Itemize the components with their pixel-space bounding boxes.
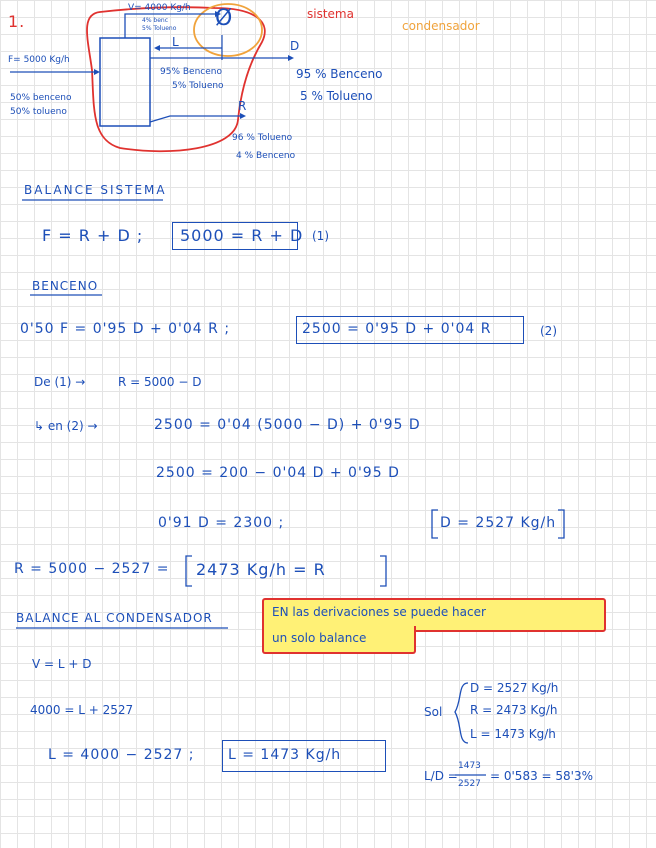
- r-result: 2473 Kg/h = R: [196, 560, 326, 579]
- distillate-benzene: 95 % Benceno: [296, 67, 383, 81]
- solution-label: Sol: [424, 705, 443, 719]
- residue-benzene: 4 % Benceno: [236, 151, 296, 161]
- solution-brace: [455, 683, 468, 743]
- note-line-2: un solo balance: [272, 631, 367, 645]
- ratio-numerator: 1473: [458, 761, 481, 771]
- substitution-2: 2500 = 200 − 0'04 D + 0'95 D: [156, 465, 400, 481]
- solution-l: L = 1473 Kg/h: [470, 727, 556, 741]
- substitution-1: 2500 = 0'04 (5000 − D) + 0'95 D: [154, 417, 421, 433]
- label-condenser: condensador: [402, 19, 480, 33]
- v-equation: V = L + D: [32, 657, 92, 671]
- residue-toluene: 96 % Tolueno: [232, 133, 293, 143]
- vapor-flow: V= 4000 Kg/h: [128, 3, 191, 13]
- vapor-comp-t: 5% Tolueno: [142, 25, 177, 32]
- top-toluene: 5% Tolueno: [172, 81, 224, 91]
- heading-benzene: BENCENO: [32, 279, 99, 293]
- solution-d: D = 2527 Kg/h: [470, 681, 559, 695]
- residue-label: R: [238, 99, 247, 113]
- heading-balance-system: BALANCE SISTEMA: [24, 183, 167, 197]
- reflux-label: L: [172, 35, 179, 49]
- l-calculation: L = 4000 − 2527 ;: [48, 747, 195, 763]
- feed-benzene: 50% benceno: [10, 93, 72, 103]
- top-benzene: 95% Benceno: [160, 67, 222, 77]
- into-eq2: ↳ en (2) →: [34, 419, 98, 433]
- eq1-tag: (1): [312, 229, 329, 243]
- eq-global-boxed: 5000 = R + D: [180, 226, 304, 245]
- eq-benzene: 0'50 F = 0'95 D + 0'04 R ;: [20, 321, 231, 337]
- distillate-toluene: 5 % Tolueno: [300, 89, 373, 103]
- ratio-denominator: 2527: [458, 779, 481, 789]
- condenser-icon: Ø: [215, 6, 233, 31]
- eq2-tag: (2): [540, 324, 557, 338]
- r-line: R = 5000 − 2527 =: [14, 561, 170, 577]
- eq-benzene-boxed: 2500 = 0'95 D + 0'04 R: [302, 321, 492, 337]
- ratio-result: = 0'583 = 58'3%: [490, 769, 593, 783]
- ratio-lhs: L/D =: [424, 769, 458, 783]
- label-system: sistema: [307, 7, 354, 21]
- problem-number: 1.: [8, 12, 26, 31]
- vapor-comp-b: 4% benc: [142, 17, 169, 24]
- solution-r: R = 2473 Kg/h: [470, 703, 558, 717]
- eq-global: F = R + D ;: [42, 226, 144, 245]
- d-result: D = 2527 Kg/h: [440, 515, 557, 531]
- from-eq1: De (1) →: [34, 375, 86, 389]
- l-result: L = 1473 Kg/h: [228, 747, 342, 763]
- heading-balance-condenser: BALANCE AL CONDENSADOR: [16, 611, 213, 625]
- r-expression: R = 5000 − D: [118, 375, 202, 389]
- note-line-1: EN las derivaciones se puede hacer: [272, 605, 486, 619]
- distillate-label: D: [290, 39, 300, 53]
- distillation-column: [100, 38, 150, 126]
- v-substitution: 4000 = L + 2527: [30, 703, 134, 717]
- substitution-3: 0'91 D = 2300 ;: [158, 515, 285, 531]
- feed-toluene: 50% tolueno: [10, 107, 67, 117]
- feed-flow: F= 5000 Kg/h: [8, 55, 70, 65]
